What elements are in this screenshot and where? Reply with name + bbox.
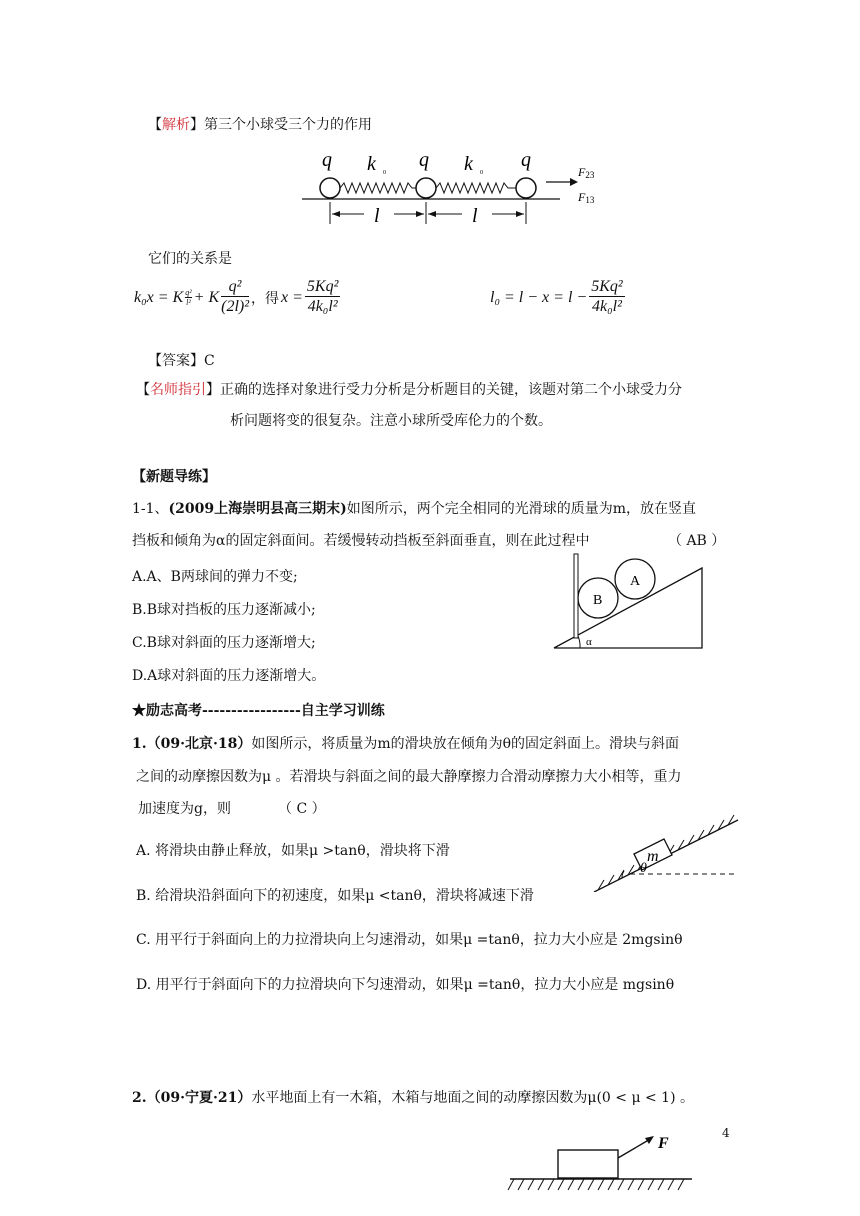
question-number: 1. (132, 736, 147, 752)
q1-1-option-a: A.A、B两球间的弹力不变; (132, 569, 298, 585)
q1-option-b: B. 给滑块沿斜面向下的初速度，如果μ <tanθ，滑块将减速下滑 (136, 888, 534, 904)
angle-arc (578, 636, 580, 648)
spring-1 (340, 183, 416, 193)
length-label: l (374, 205, 380, 226)
ball-3 (516, 178, 536, 198)
force-label: F (658, 1135, 669, 1152)
page-number: 4 (722, 1126, 730, 1140)
equation-2 (490, 278, 627, 317)
q1-option-c: C. 用平行于斜面向上的力拉滑块向上匀速滑动，如果μ =tanθ，拉力大小应是 2mgsinθ (136, 932, 683, 948)
force-label: F23 (578, 165, 595, 180)
relation-text: 它们的关系是 (148, 251, 232, 267)
eq1-sep: ，得 (251, 290, 280, 307)
mass-label: m (647, 848, 659, 865)
baffle (574, 554, 578, 638)
q1-1-option-b: B.B球对挡板的压力逐渐减小; (132, 602, 316, 618)
q1-answer: （ C ） (278, 801, 326, 817)
eq2-frac: $\frac{\text{5Kq²}}{\text{4k₀l²}}$ (591, 278, 623, 315)
force-arrow (618, 1138, 652, 1158)
ball-a-label: A (630, 574, 641, 589)
question-source: (2009上海崇明县高三期末) (168, 501, 347, 517)
ball-1 (320, 178, 340, 198)
force-label: F13 (578, 190, 595, 205)
eq1-result-frac: $\frac{\text{5Kq²}}{\text{4k₀l²}}$ (306, 278, 339, 315)
dim-arrowhead (516, 211, 524, 217)
q1-1-line2: 挡板和倾角为α的固定斜面间。若缓慢转动挡板至斜面垂直，则在此过程中 (132, 533, 590, 549)
question-text: 如图所示，两个完全相同的光滑球的质量为m，放在竖直 (346, 501, 697, 517)
q1-line1 (132, 733, 679, 753)
spring-constant-sub: 0 (480, 170, 483, 176)
teacher-tip-label: 名师指引 (150, 382, 206, 398)
length-label: l (472, 205, 478, 226)
question-source: （09·宁夏·21） (146, 1090, 252, 1106)
q1-line3: 加速度为g，则 (138, 801, 231, 817)
bracket: 】 (190, 117, 204, 133)
block-incline-figure (588, 812, 748, 892)
charge-label: q (419, 149, 429, 171)
eq1-lhs: k₀x = K (134, 288, 184, 306)
charge-label: q (521, 149, 531, 171)
equation-1 (134, 278, 342, 317)
teacher-tip-text: 正确的选择对象进行受力分析是分析题目的关键，该题对第二个小球受力分 (220, 382, 682, 398)
incline-balls-figure (550, 552, 708, 652)
analysis-text: 第三个小球受三个力的作用 (204, 117, 372, 133)
question-number: 2. (132, 1090, 147, 1106)
q1-line2: 之间的动摩擦因数为μ 。若滑块与斜面之间的最大静摩擦力合滑动摩擦力大小相等，重力 (136, 769, 682, 785)
eq1-small-frac: $\frac{\text{q²}}{\text{l²}}$ (185, 288, 192, 307)
new-practice-heading: 【新题导练】 (132, 469, 216, 485)
box-force-figure (506, 1128, 696, 1196)
bracket: 】 (206, 382, 220, 398)
spring-constant-label: k (464, 153, 473, 175)
eq2-lhs: l₀ = l − x = l − (490, 288, 588, 306)
question-number: 1-1、 (132, 501, 169, 517)
spring-constant-label: k (367, 153, 376, 175)
bracket: 【 (136, 382, 150, 398)
dim-arrowhead (428, 211, 436, 217)
question-text: 如图所示，将质量为m的滑块放在倾角为θ的固定斜面上。滑块与斜面 (251, 736, 680, 752)
answer-line: 【答案】C (148, 353, 215, 369)
eq1-plus: + K (193, 288, 220, 306)
analysis-label: 解析 (162, 117, 190, 133)
q1-option-a: A. 将滑块由静止释放，如果μ >tanθ，滑块将下滑 (136, 843, 450, 859)
q1-1-answer: （ AB ） (668, 533, 726, 549)
q1-1-line1 (132, 498, 696, 518)
analysis-line (148, 114, 372, 134)
dim-arrowhead (416, 211, 424, 217)
teacher-tip-line2: 析问题将变的很复杂。注意小球所受库伦力的个数。 (230, 413, 552, 429)
spring-constant-sub: 0 (383, 170, 386, 176)
q1-option-d: D. 用平行于斜面向下的力拉滑块向下匀速滑动，如果μ =tanθ，拉力大小应是 mgsinθ (136, 977, 675, 993)
force-arrowhead (570, 178, 578, 186)
dim-arrowhead (332, 211, 340, 217)
bracket: 【 (148, 117, 162, 133)
ball-2 (416, 178, 436, 198)
question-source: （09·北京·18） (146, 736, 252, 752)
angle-label: α (586, 636, 592, 648)
q1-1-option-c: C.B球对斜面的压力逐渐增大; (132, 635, 316, 651)
question-text: 水平地面上有一木箱，木箱与地面之间的动摩擦因数为μ(0 < μ < 1) 。 (251, 1090, 694, 1106)
eq1-x: x = (281, 288, 303, 306)
section-heading: ★励志高考-----------------自主学习训练 (132, 703, 385, 719)
spring-balls-figure (298, 146, 618, 226)
angle-label: θ (640, 861, 647, 876)
eq1-frac: $\frac{\text{q²}}{\text{(2l)²}}$ (221, 278, 250, 315)
teacher-tip-line1 (136, 379, 682, 399)
q2-line1 (132, 1087, 694, 1107)
spring-2 (436, 183, 516, 193)
force-arrowhead (645, 1136, 654, 1144)
ground-hatching (508, 1179, 684, 1190)
ball-b-label: B (593, 593, 603, 608)
q1-1-option-d: D.A球对斜面的压力逐渐增大。 (132, 668, 326, 684)
charge-label: q (322, 149, 332, 171)
wooden-box (558, 1150, 618, 1178)
